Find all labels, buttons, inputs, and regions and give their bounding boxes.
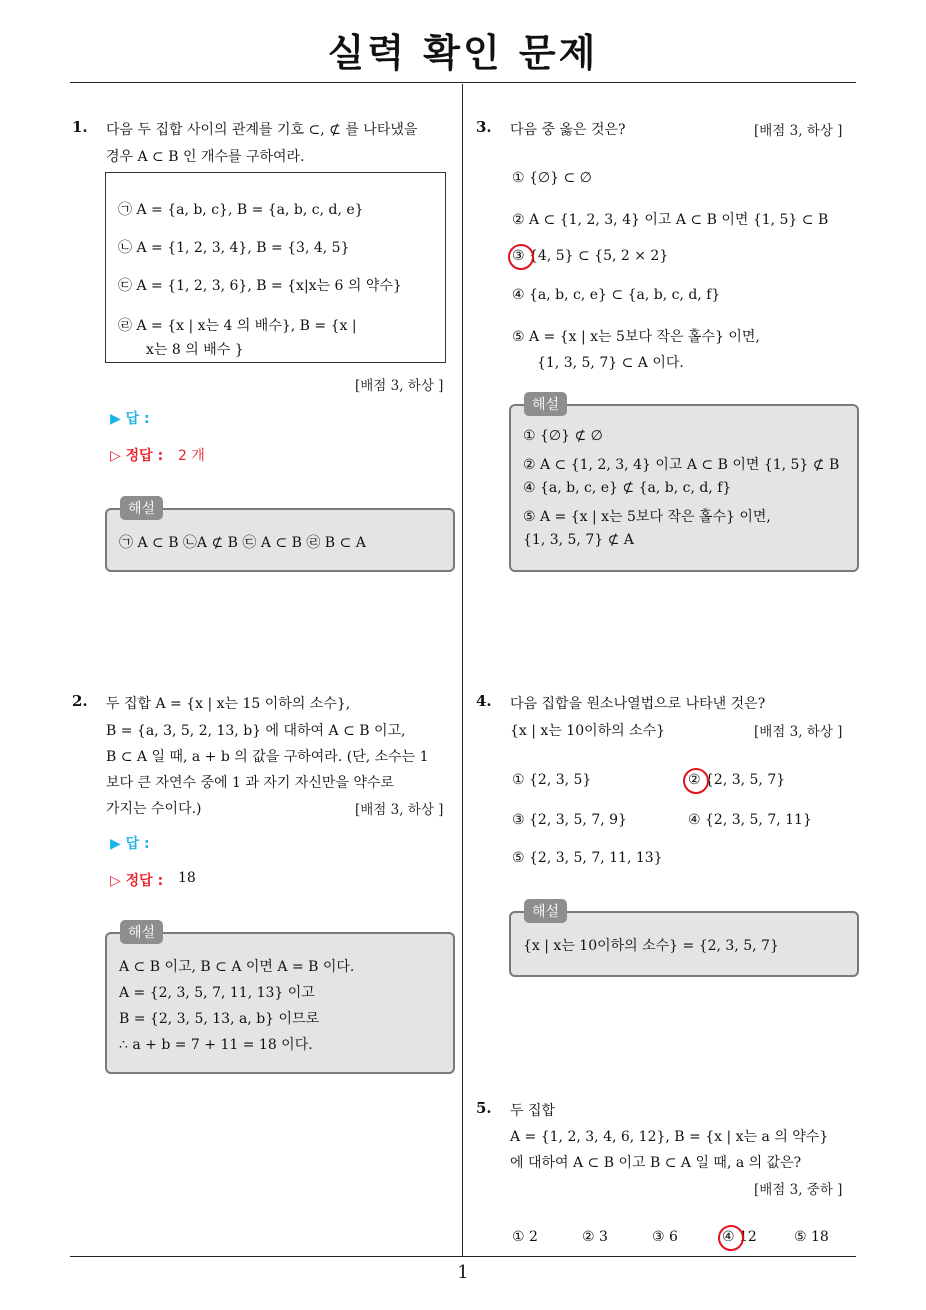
question-number: 1.	[72, 118, 88, 136]
choice-4[interactable]: ④ 12	[722, 1229, 757, 1245]
explanation-line: {x | x는 10이하의 소수} = {2, 3, 5, 7}	[523, 938, 779, 954]
question-text: 두 집합	[510, 1103, 556, 1119]
condition-item: ㉢ A = {1, 2, 3, 6}, B = {x|x는 6 의 약수}	[118, 278, 402, 294]
choice-5[interactable]: ⑤ A = {x | x는 5보다 작은 홀수} 이면,	[512, 329, 760, 345]
explanation-line: ㉠ A ⊂ B ㉡A ⊄ B ㉢ A ⊂ B ㉣ B ⊂ A	[119, 535, 366, 551]
choice-5[interactable]: ⑤ 18	[794, 1229, 829, 1245]
answer-label: ▶ 답 :	[110, 411, 150, 427]
choice-5[interactable]: ⑤ {2, 3, 5, 7, 11, 13}	[512, 850, 663, 866]
question-text: 두 집합 A = {x | x는 15 이하의 소수},	[106, 696, 351, 712]
question-text: {x | x는 10이하의 소수}	[510, 723, 666, 739]
question-text: 다음 두 집합 사이의 관계를 기호 ⊂, ⊄ 를 나타냈을	[106, 122, 418, 138]
explanation-line: ⑤ A = {x | x는 5보다 작은 홀수} 이면,	[523, 509, 771, 525]
question-number: 5.	[476, 1099, 492, 1117]
explanation-line: A = {2, 3, 5, 7, 11, 13} 이고	[119, 985, 315, 1001]
question-text: A = {1, 2, 3, 4, 6, 12}, B = {x | x는 a 의 약수}	[510, 1129, 829, 1145]
choice-2[interactable]: ② 3	[582, 1229, 608, 1245]
correct-answer-value: 18	[178, 870, 196, 886]
explanation-tag: 해설	[120, 496, 163, 520]
choice-3[interactable]: ③ {2, 3, 5, 7, 9}	[512, 812, 627, 828]
question-number: 2.	[72, 692, 88, 710]
explanation-line: ① {∅} ⊄ ∅	[523, 428, 603, 444]
selected-answer-mark	[508, 244, 534, 270]
explanation-line: ② A ⊂ {1, 2, 3, 4} 이고 A ⊂ B 이면 {1, 5} ⊄ B	[523, 457, 840, 473]
correct-answer-label: ▷ 정답 :	[110, 448, 164, 464]
question-text: B = {a, 3, 5, 2, 13, b} 에 대하여 A ⊂ B 이고,	[106, 723, 406, 739]
top-rule	[70, 82, 856, 83]
choice-4[interactable]: ④ {a, b, c, e} ⊂ {a, b, c, d, f}	[512, 287, 721, 303]
explanation-tag: 해설	[524, 392, 567, 416]
page-number: 1	[457, 1262, 469, 1283]
choice-5-continued: {1, 3, 5, 7} ⊂ A 이다.	[537, 355, 684, 371]
choice-1[interactable]: ① {2, 3, 5}	[512, 772, 592, 788]
question-text: 다음 중 옳은 것은?	[510, 122, 626, 138]
answer-label: ▶ 답 :	[110, 836, 150, 852]
question-text: 다음 집합을 원소나열법으로 나타낸 것은?	[510, 696, 766, 712]
choice-4[interactable]: ④ {2, 3, 5, 7, 11}	[688, 812, 812, 828]
score-meta: [배점 3, 중하 ]	[754, 1182, 843, 1198]
explanation-line: ∴ a + b = 7 + 11 = 18 이다.	[119, 1037, 313, 1053]
explanation-tag: 해설	[120, 920, 163, 944]
choice-3[interactable]: ③ {4, 5} ⊂ {5, 2 × 2}	[512, 248, 669, 264]
score-meta: [배점 3, 하상 ]	[355, 802, 444, 818]
explanation-line: {1, 3, 5, 7} ⊄ A	[523, 532, 634, 548]
explanation-tag: 해설	[524, 899, 567, 923]
choice-2[interactable]: ② {2, 3, 5, 7}	[688, 772, 786, 788]
question-number: 3.	[476, 118, 492, 136]
selected-answer-mark	[718, 1225, 744, 1251]
condition-item: ㉣ A = {x | x는 4 의 배수}, B = {x |	[118, 318, 357, 334]
choice-1[interactable]: ① 2	[512, 1229, 538, 1245]
explanation-box	[509, 404, 859, 572]
explanation-line: ④ {a, b, c, e} ⊄ {a, b, c, d, f}	[523, 480, 732, 496]
bottom-rule	[70, 1256, 856, 1257]
choice-2[interactable]: ② A ⊂ {1, 2, 3, 4} 이고 A ⊂ B 이면 {1, 5} ⊂ B	[512, 212, 829, 228]
score-meta: [배점 3, 하상 ]	[754, 123, 843, 139]
correct-answer-label: ▷ 정답 :	[110, 873, 164, 889]
score-meta: [배점 3, 하상 ]	[754, 724, 843, 740]
score-meta: [배점 3, 하상 ]	[355, 378, 444, 394]
condition-box	[105, 172, 446, 363]
question-text: 경우 A ⊂ B 인 개수를 구하여라.	[106, 149, 305, 165]
question-text: 에 대하여 A ⊂ B 이고 B ⊂ A 일 때, a 의 값은?	[510, 1155, 802, 1171]
question-number: 4.	[476, 692, 492, 710]
condition-item: ㉡ A = {1, 2, 3, 4}, B = {3, 4, 5}	[118, 240, 350, 256]
condition-item: x는 8 의 배수 }	[146, 342, 244, 358]
explanation-line: B = {2, 3, 5, 13, a, b} 이므로	[119, 1011, 320, 1027]
selected-answer-mark	[683, 768, 709, 794]
choice-3[interactable]: ③ 6	[652, 1229, 678, 1245]
column-divider	[462, 84, 463, 1256]
question-text: 가지는 수이다.)	[106, 801, 202, 817]
page-title: 실력 확인 문제	[327, 31, 599, 75]
choice-1[interactable]: ① {∅} ⊂ ∅	[512, 170, 592, 186]
explanation-box	[105, 932, 455, 1074]
question-text: B ⊂ A 일 때, a + b 의 값을 구하여라. (단, 소수는 1	[106, 749, 429, 765]
condition-item: ㉠ A = {a, b, c}, B = {a, b, c, d, e}	[118, 202, 364, 218]
question-text: 보다 큰 자연수 중에 1 과 자기 자신만을 약수로	[106, 775, 394, 791]
explanation-line: A ⊂ B 이고, B ⊂ A 이면 A = B 이다.	[119, 959, 355, 975]
correct-answer-value: 2 개	[178, 448, 205, 464]
